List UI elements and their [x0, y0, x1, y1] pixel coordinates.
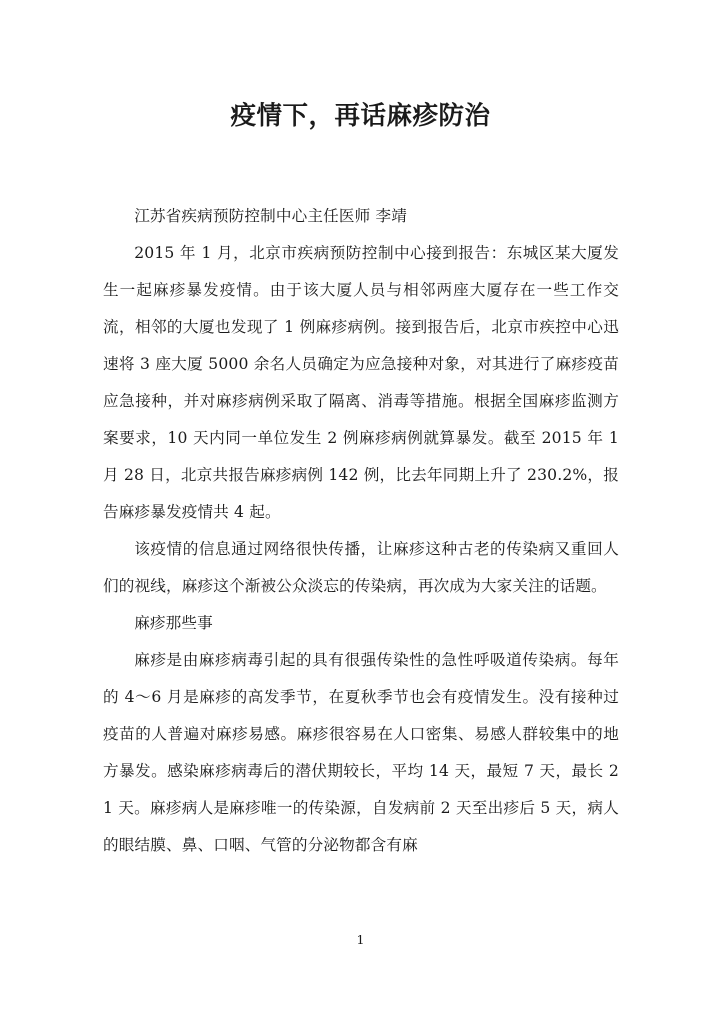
page-title: 疫情下，再话麻疹防治	[230, 101, 491, 132]
section-heading-measles-facts: 麻疹那些事	[134, 614, 213, 632]
page-number-footer: 1	[356, 932, 365, 947]
author-byline: 江苏省疾病预防控制中心主任医师 李靖	[134, 207, 407, 225]
paragraph-public-attention: 该疫情的信息通过网络很快传播，让麻疹这种古老的传染病又重回人们的视线，麻疹这个渐被公众淡忘的传染病，再次成为大家关注的话题。	[103, 540, 619, 595]
paragraph-measles-overview: 麻疹是由麻疹病毒引起的具有很强传染性的急性呼吸道传染病。每年的 4～6 月是麻疹的高发季节，在夏秋季节也会有疫情发生。没有接种过疫苗的人普遍对麻疹易感。麻疹很容易在人口密集、易感人群较集中的地方暴发。感染麻疹病毒后的潜伏期较长，平均 14 天，最短 7 天，最长 21 天。麻疹病人是麻疹唯一的传染源，自发病前 2 天至出疹后 5 天，病人的眼结膜、鼻、口咽、气管的分泌物都含有麻	[103, 651, 619, 854]
paragraph-outbreak-report: 2015 年 1 月，北京市疾病预防控制中心接到报告：东城区某大厦发生一起麻疹暴发疫情。由于该大厦人员与相邻两座大厦存在一些工作交流，相邻的大厦也发现了 1 例麻疹病例。接到报告后，北京市疾控中心迅速将 3 座大厦 5000 余名人员确定为应急接种对象，对其进行了麻疹疫苗应急接种，并对麻疹病例采取了隔离、消毒等措施。根据全国麻疹监测方案要求，10 天内同一单位发生 2 例麻疹病例就算暴发。截至 2015 年 1 月 28 日，北京共报告麻疹病例 142 例，比去年同期上升了 230.2%，报告麻疹暴发疫情共 4 起。	[103, 244, 619, 521]
document-body	[103, 198, 619, 864]
